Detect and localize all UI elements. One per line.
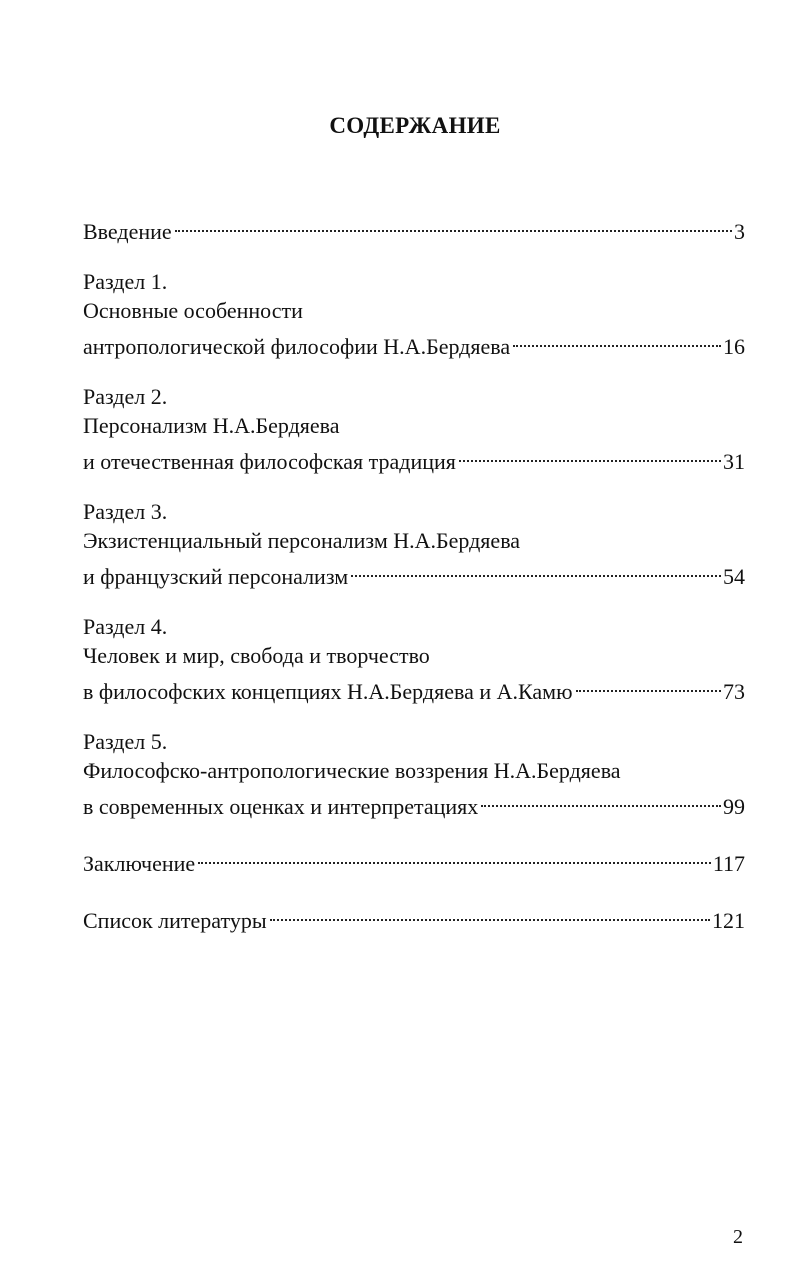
toc-page-number: 99 [723,794,745,819]
toc-section-label: Раздел 1. [83,269,168,294]
toc-page-number: 73 [723,679,745,704]
toc-entry-section-3 [83,497,745,591]
dot-leader [351,555,721,584]
toc-entry-title-line: Персонализм Н.А.Бердяева [83,413,340,438]
toc-leader-line [83,210,745,246]
toc-page-number: 121 [712,908,745,933]
page-title: СОДЕРЖАНИЕ [329,113,501,138]
toc-page-number: 16 [723,334,745,359]
toc-page-number: 31 [723,449,745,474]
toc-entry-title-line: в современных оценках и интерпретациях [83,794,479,819]
toc-entry-section-1 [83,267,745,361]
dot-leader [459,440,721,469]
toc-entry-title-line: Философско-антропологические воззрения Н.А.Бердяева [83,758,621,783]
toc-entry-title-line: и французский персонализм [83,564,349,589]
toc-entry-title-line: антропологической философии Н.А.Бердяева [83,334,511,359]
toc-section-label: Раздел 4. [83,614,168,639]
dot-leader [513,325,721,354]
toc-leader-line [83,842,745,878]
toc-entry-section-5 [83,727,745,821]
dot-leader [576,670,722,699]
dot-leader [481,785,721,814]
toc-leader-line [83,785,745,821]
dot-leader [198,842,711,871]
dot-leader [175,210,732,239]
toc-section-label: Раздел 2. [83,384,168,409]
toc-entry-title-line: Человек и мир, свобода и творчество [83,643,430,668]
toc-section-label: Раздел 5. [83,729,168,754]
toc-entry-title: Введение [83,219,172,244]
dot-leader [270,899,710,928]
toc-leader-line [83,325,745,361]
toc-entry-title-line: Основные особенности [83,298,303,323]
page-number: 2 [733,1226,743,1248]
toc-entry-title: Заключение [83,851,196,876]
toc-entry-conclusion [83,842,745,878]
toc-page-number: 54 [723,564,745,589]
toc-entry-section-2 [83,382,745,476]
table-of-contents [83,210,745,935]
toc-entry-title-line: и отечественная философская традиция [83,449,456,474]
toc-entry-title: Список литературы [83,908,267,933]
toc-leader-line [83,899,745,935]
toc-leader-line [83,670,745,706]
toc-entry-introduction [83,210,745,246]
toc-entry-title-line: в философских концепциях Н.А.Бердяева и А.Камю [83,679,573,704]
toc-section-label: Раздел 3. [83,499,168,524]
toc-entry-section-4 [83,612,745,706]
toc-page-number: 3 [734,219,745,244]
toc-leader-line [83,555,745,591]
toc-page-number: 117 [712,851,745,876]
toc-leader-line [83,440,745,476]
toc-entry-bibliography [83,899,745,935]
toc-entry-title-line: Экзистенциальный персонализм Н.А.Бердяева [83,528,521,553]
